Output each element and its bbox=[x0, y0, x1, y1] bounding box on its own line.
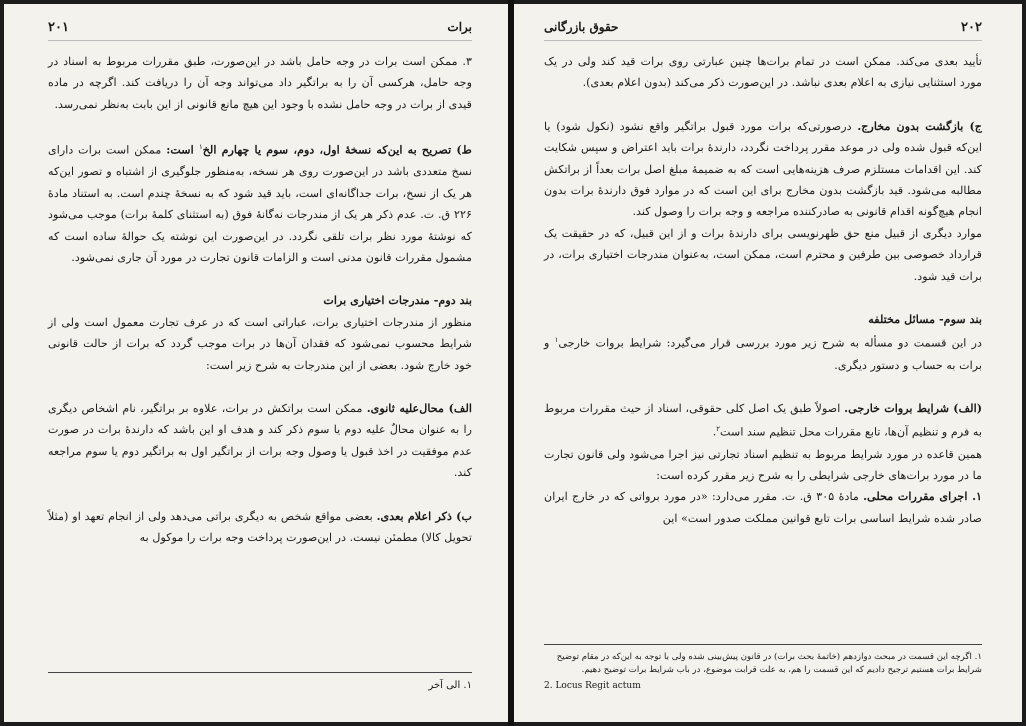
footnote: 2. Locus Regit actum bbox=[544, 681, 641, 691]
subheading: ب) ذکر اعلام بعدی. bbox=[376, 508, 472, 523]
paragraph bbox=[544, 330, 982, 376]
paragraph bbox=[48, 137, 472, 268]
subheading: الف) محال‌علیه ثانوی. bbox=[366, 401, 472, 416]
page-202 bbox=[514, 4, 1022, 722]
page-201 bbox=[4, 4, 508, 722]
subheading-end: است: bbox=[166, 142, 199, 157]
paragraph bbox=[48, 506, 472, 549]
paragraph-text: ممکن است براتکش در برات، علاوه بر براتگیر، نام اشخاص دیگری را به عنوان محالٌ علیه دوم یا سوم ذکر کند و هدف او این باشد که دارندهٔ برات در صورت عدم موفقیت در اخذ قبول یا وصول وجه برات از براتگیر اول به براتگیر دوم یا سوم مراجعه کند. bbox=[48, 402, 472, 480]
section-title: بند دوم- مندرجات اختیاری برات bbox=[323, 293, 472, 308]
subheading: ج) بازگشت بدون مخارج. bbox=[857, 118, 982, 133]
paragraph-text: بعضی مواقع شخص به دیگری براتی می‌دهد ولی از انجام تعهد او (مثلاً تحویل کالا) مطمئن نیست. در این‌صورت پرداخت وجه برات را موکول به bbox=[48, 509, 472, 545]
paragraph-text: مادهٔ ۳۰۵ ق. ت. مقرر می‌دارد: «در مورد برواتی که در خارج ایران صادر شده شرایط اساسی برات تابع قوانین مملکت صدور است» این bbox=[544, 490, 982, 525]
page-number: ۲۰۱ bbox=[48, 20, 69, 35]
page-number: ۲۰۲ bbox=[961, 20, 982, 35]
paragraph-text: درصورتی‌که برات مورد قبول براتگیر واقع نشود (نکول شود) یا این‌که قبول شده ولی در موعد مقرر پرداخت نگردد، دارندهٔ برات باید اعتراض و سپس شکایت کند. این اقدامات مستلزم صرف هزینه‌هایی است که به ضمیمهٔ مبلغ اصل برات بعداً از براتکش مطالبه می‌شود. قید بازگشت بدون مخارج برای این است که در موارد فوق دارندهٔ برات بدون انجام هیچ‌گونه اقدام قانونی به صادرکننده مراجعه و وجه برات را وصول کند. bbox=[544, 119, 982, 219]
paragraph-text: و برات به حساب و دستور دیگری. bbox=[544, 337, 982, 372]
running-title: حقوق بازرگانی bbox=[544, 20, 619, 34]
section-title: بند سوم- مسائل مختلفه bbox=[868, 312, 982, 327]
paragraph: ۳. ممکن است برات در وجه حامل باشد در این‌صورت، طبق مقررات مربوط به اسناد در وجه حامل، هرکسی آن را به براتگیر داد می‌تواند وجه آن را دریافت کند. اگرچه در ماده قیدی از برات در وجه حامل نشده با وجود این هیچ مانع قانونی از این بابت به‌نظر نمی‌رسد. bbox=[48, 55, 472, 111]
paragraph-text: . bbox=[712, 426, 717, 440]
paragraph bbox=[48, 398, 472, 484]
paragraph-text: اصولاً طبق یک اصل کلی حقوقی، اسناد از حیث مقررات مربوط به فرم و تنظیم آن‌ها، تابع مقررات محل تنظیم سند است bbox=[544, 402, 982, 440]
paragraph-text: در این قسمت دو مسأله به شرح زیر مورد بررسی قرار می‌گیرد: شرایط بروات خارجی bbox=[558, 337, 982, 351]
footnotes bbox=[48, 672, 472, 693]
subheading: ۱. اجرای مقررات محلی. bbox=[863, 489, 982, 504]
page-header bbox=[544, 20, 982, 41]
footnotes bbox=[544, 644, 982, 693]
page-body bbox=[544, 51, 982, 529]
footnote: ۱. اگرچه این قسمت در مبحث دوازدهم (خاتمهٔ بحث برات) در قانون پیش‌بینی شده ولی با توجه به این‌که در مقام توضیح شرایط برات هستیم ترجیح دادیم که این قسمت را هم، به علت قرابت موضوع، در باب شرایط برات توضیح دهیم. bbox=[556, 652, 982, 675]
page-body bbox=[48, 51, 472, 548]
paragraph-text: ممکن است برات دارای نسخ متعددی باشد در این‌صورت روی هر نسخه، به‌منظور جلوگیری از اشتباه و تصور این‌که هر یک از نسخ، برات جداگانه‌ای است، باید قید شود که به نسخهٔ چندم است. به استناد مادهٔ ۲۲۶ ق. ت. عدم ذکر هر یک از مندرجات نه‌گانهٔ فوق (به استثنای کلمهٔ برات) موجب می‌شود که نوشتهٔ مورد نظر برات تلقی نگردد. در این‌صورت این نوشته یک حوالهٔ ساده است که مشمول مقررات قانون مدنی است و الزامات قانون تجارت در مورد آن جاری نمی‌شود. bbox=[48, 143, 472, 264]
footnote-ref: ۱ bbox=[554, 336, 559, 345]
running-title: برات bbox=[447, 20, 472, 34]
page-header bbox=[48, 20, 472, 41]
paragraph: موارد دیگری از قبیل منع حق ظهرنویسی برای دارندهٔ برات و از این قبیل، که در حقیقت یک قرارداد خصوصی بین طرفین و محترم است، ممکن است، به‌عنوان مندرجات اختیاری برات، در برات قید شود. bbox=[544, 226, 982, 283]
subheading: ط) تصریح به این‌که نسخهٔ اول، دوم، سوم یا چهارم الخ bbox=[202, 142, 472, 157]
footnote: ۱. الی آخر bbox=[428, 680, 472, 691]
paragraph bbox=[544, 486, 982, 529]
paragraph: منظور از مندرجات اختیاری برات، عباراتی است که در عرف تجارت معمول است ولی از شرایط محسوب نمی‌شود که فقدان آن‌ها در برات موجب گردد که برات از حالت قانونی خود خارج شود. بعضی از این مندرجات به شرح زیر است: bbox=[48, 315, 472, 372]
paragraph: همین قاعده در مورد شرایط مربوط به تنظیم اسناد تجارتی نیز اجرا می‌شود ولی قانون تجارت ما در مورد برات‌های خارجی شرایطی را به شرح زیر مقرر کرده است: bbox=[544, 447, 982, 482]
subheading: (الف) شرایط بروات خارجی. bbox=[844, 401, 982, 416]
paragraph bbox=[544, 398, 982, 444]
paragraph bbox=[544, 116, 982, 223]
footnote-ref: ۲ bbox=[716, 425, 721, 434]
paragraph: تأیید بعدی می‌کند. ممکن است در تمام برات‌ها چنین عبارتی روی برات قید کند ولی در یک مورد استثنایی نیازی به اعلام بعدی نباشد. در این‌صورت ذکر می‌کند (بدون اعلام بعدی). bbox=[544, 55, 982, 90]
footnote-ref: ۱ bbox=[198, 143, 203, 152]
